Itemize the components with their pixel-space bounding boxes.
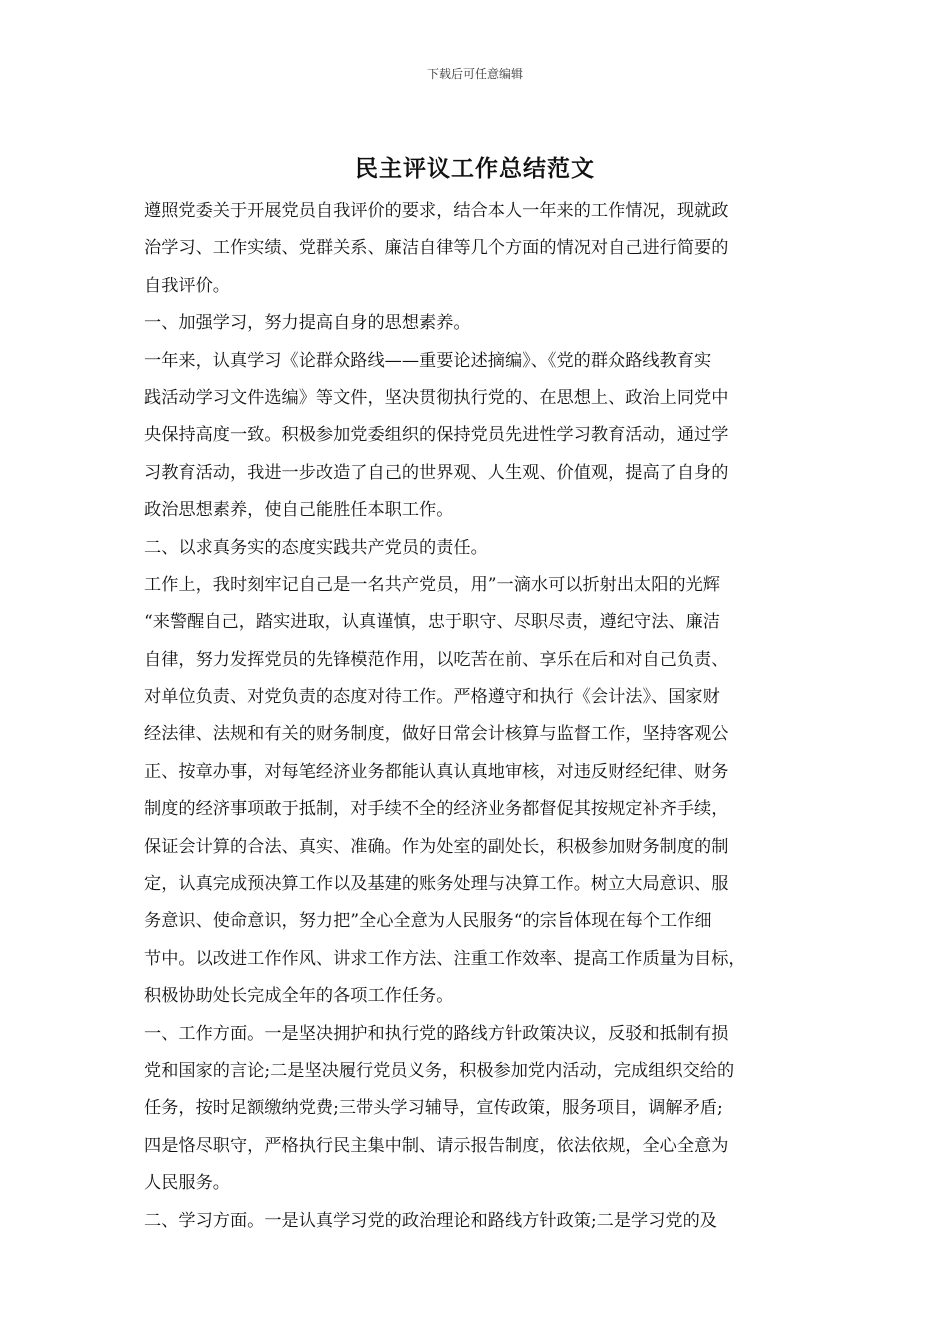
body-line: 经法律、法规和有关的财务制度，做好日常会计核算与监督工作，坚持客观公 <box>144 724 729 745</box>
body-line: 政治思想素养，使自己能胜任本职工作。 <box>144 500 454 521</box>
body-line: 践活动学习文件选编》等文件，坚决贯彻执行党的、在思想上、政治上同党中 <box>144 387 729 408</box>
body-line: 自律，努力发挥党员的先锋模范作用，以吃苦在前、享乐在后和对自己负责、 <box>144 649 729 670</box>
document-body <box>144 193 819 1240</box>
body-line: 人民服务。 <box>144 1173 230 1194</box>
body-line: 一、工作方面。一是坚决拥护和执行党的路线方针政策决议，反驳和抵制有损 <box>144 1023 729 1044</box>
body-line: 四是恪尽职守，严格执行民主集中制、请示报告制度，依法依规，全心全意为 <box>144 1135 729 1156</box>
body-line: 二、学习方面。一是认真学习党的政治理论和路线方针政策;二是学习党的及 <box>144 1210 717 1231</box>
body-line: 积极协助处长完成全年的各项工作任务。 <box>144 986 454 1007</box>
body-line: 一年来，认真学习《论群众路线——重要论述摘编》、《党的群众路线教育实 <box>144 350 712 371</box>
body-line: 正、按章办事，对每笔经济业务都能认真认真地审核，对违反财经纪律、财务 <box>144 761 729 782</box>
body-line: 务意识、使命意识，努力把”全心全意为人民服务“的宗旨体现在每个工作细 <box>144 911 712 932</box>
body-line: 一、加强学习，努力提高自身的思想素养。 <box>144 313 471 334</box>
body-line: 党和国家的言论;二是坚决履行党员义务，积极参加党内活动，完成组织交给的 <box>144 1060 735 1081</box>
body-line: 任务，按时足额缴纳党费;三带头学习辅导，宣传政策，服务项目，调解矛盾; <box>144 1098 723 1119</box>
body-line: 治学习、工作实绩、党群关系、廉洁自律等几个方面的情况对自己进行简要的 <box>144 238 729 259</box>
body-line: 制度的经济事项敢于抵制，对手续不全的经济业务都督促其按规定补齐手续， <box>144 799 729 820</box>
body-line: 节中。以改进工作作风、讲求工作方法、注重工作效率、提高工作质量为目标， <box>144 948 746 969</box>
body-line: 遵照党委关于开展党员自我评价的要求，结合本人一年来的工作情况，现就政 <box>144 201 729 221</box>
body-line: “来警醒自己，踏实进取，认真谨慎，忠于职守、尽职尽责，遵纪守法、廉洁 <box>144 612 720 633</box>
body-line: 工作上，我时刻牢记自己是一名共产党员，用”一滴水可以折射出太阳的光辉 <box>144 574 720 595</box>
document-title: 民主评议工作总结范文 <box>355 155 595 182</box>
body-line: 对单位负责、对党负责的态度对待工作。严格遵守和执行《会计法》、国家财 <box>144 687 720 708</box>
body-line: 定，认真完成预决算工作以及基建的账务处理与决算工作。树立大局意识、服 <box>144 874 729 895</box>
body-line: 央保持高度一致。积极参加党委组织的保持党员先进性学习教育活动，通过学 <box>144 425 729 446</box>
download-note: 下载后可任意编辑 <box>426 67 523 81</box>
body-line: 保证会计算的合法、真实、准确。作为处室的副处长，积极参加财务制度的制 <box>144 836 729 857</box>
body-line: 自我评价。 <box>144 275 230 296</box>
body-line: 二、以求真务实的态度实践共产党员的责任。 <box>144 537 488 558</box>
body-line: 习教育活动，我进一步改造了自己的世界观、人生观、价值观，提高了自身的 <box>144 462 729 483</box>
